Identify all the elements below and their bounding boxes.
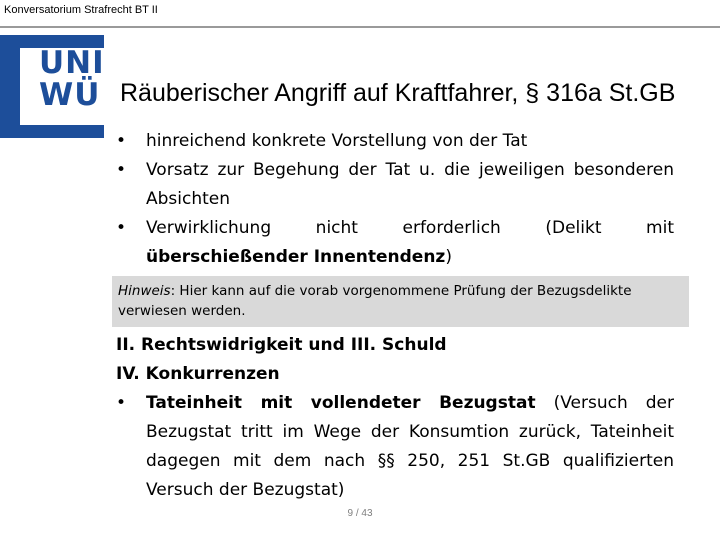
section-heading-4: IV. Konkurrenzen: [116, 364, 280, 384]
bullet-dot: •: [116, 160, 127, 180]
header-divider: [0, 26, 720, 28]
university-logo: [0, 35, 104, 138]
bullet-text: hinreichend konkrete Vorstellung von der Tat: [146, 131, 528, 151]
bullet-text: Vorsatz zur Begehung der Tat u. die jeweiligen besonderen Absichten: [146, 160, 674, 209]
list-item: [116, 127, 674, 156]
bullet-text: (Versuch der Bezugstat tritt im Wege der Konsumtion zurück, Tateinheit dagegen mit dem nach §§ 250, 251 St.GB qualifizierten Versuch der Bezugstat): [146, 393, 674, 500]
hint-box: [112, 276, 689, 327]
list-item: [116, 389, 674, 505]
logo-line-2: WÜ: [39, 77, 101, 113]
page-number: 9 / 43: [347, 508, 373, 519]
list-item: [116, 214, 674, 272]
section-list: [116, 331, 674, 505]
hint-label: Hinweis: [118, 283, 171, 299]
slide-title: Räuberischer Angriff auf Kraftfahrer, § 316a St.GB: [120, 79, 676, 107]
bullet-list: [116, 127, 674, 272]
bullet-text: Verwirklichung nicht erforderlich (Delikt mit: [146, 218, 674, 238]
hint-text: : Hier kann auf die vorab vorgenommene Prüfung der Bezugsdelikte verwiesen werden.: [118, 283, 632, 319]
logo-wordmark: [39, 45, 105, 113]
bullet-emphasis: Tateinheit mit vollendeter Bezugstat: [146, 393, 536, 413]
bullet-dot: •: [116, 393, 127, 413]
list-item: [116, 156, 674, 214]
bullet-dot: •: [116, 131, 127, 151]
course-title: Konversatorium Strafrecht BT II: [4, 4, 158, 16]
bullet-text-end: ): [445, 247, 452, 267]
section-heading-2: II. Rechtswidrigkeit und III. Schuld: [116, 335, 447, 355]
bullet-emphasis: überschießender Innentendenz: [146, 247, 446, 267]
bullet-dot: •: [116, 218, 127, 238]
logo-line-1: UNI: [39, 45, 105, 81]
